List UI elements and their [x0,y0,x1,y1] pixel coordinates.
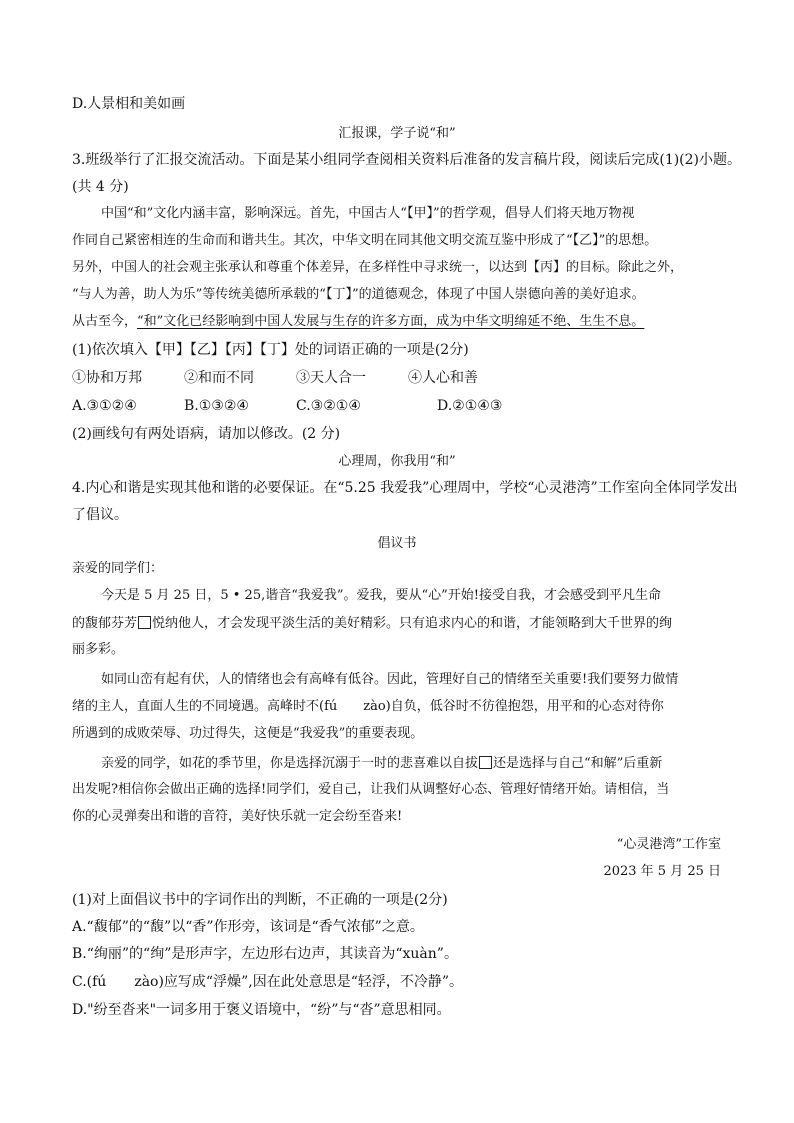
section-title-report: 汇报课，学子说“和” [338,126,456,141]
option-d: D.②①④③ [437,398,503,414]
question-4-1-option-b: B.“绚丽”的“绚”是形声字，左边形右边声，其读音为“xuàn”。 [72,946,458,962]
letter-para1-line1: 今天是 5 月 25 日，5 • 25,谐音“我爱我”。爱我，要从“心”开始!接受自我，才会感受到平凡生命 [101,588,662,603]
letter-para1-line2 [72,616,672,630]
question-4-1-option-d: D."纷至沓来"一词多用于褒义语境中，“纷”与“沓”意思相同。 [72,1002,451,1018]
option-a: A.③①②④ [72,398,137,414]
sub-question-2-stem: (2)画线句有两处语病，请加以修改。(2 分) [72,426,341,442]
passage-line-3: 另外，中国人的社会观主张承认和尊重个体差异，在多样性中寻求统一，以达到【丙】的目标。除此之外， [72,260,684,275]
letter-date: 2023 年 5 月 25 日 [603,864,721,879]
letter-para3-line1-end: 还是选择与自己“和解”后重新 [493,756,663,771]
question-4-1-stem: (1)对上面倡议书中的字词作出的判断，不正确的一项是(2分) [72,892,448,908]
question-3-score: (共 4 分) [72,179,129,195]
letter-title: 倡议书 [377,536,417,551]
question-4-1-option-a: A.“馥郁”的“馥”以“香”作形旁，该词是“香气浓郁”之意。 [72,919,424,935]
punctuation-blank-box [479,756,492,769]
underlined-sentence: “和”文化已经影响到中国人发展与生存的许多方面，成为中华文明绵延不绝、生生不息。 [137,314,645,329]
choice-2: ②和而不同 [184,370,254,386]
question-4-stem-cont: 了倡议。 [72,507,128,523]
letter-para1-line3: 丽多彩。 [72,642,125,657]
passage-line-5 [72,315,644,328]
letter-para1-line2-end: 悦纳他人，才会发现平淡生活的美好精彩。只有追求内心的和谐，才能领略到大千世界的绚 [152,616,673,631]
letter-para3-line2: 出发呢?相信你会做出正确的选择!同学们，爱自己，让我们从调整好心态、管理好情绪开始。请相信，当 [72,782,670,797]
letter-para2-line1: 如同山峦有起有伏，人的情绪也会有高峰有低谷。因此，管理好自己的情绪至关重要!我们要努力做情 [101,672,679,687]
section-title-psychology: 心理周，你我用“和” [338,454,456,469]
letter-para3-line1-start: 亲爱的同学，如花的季节里，你是选择沉溺于一时的悲喜难以自拔 [101,756,479,771]
question-3-stem: 3.班级举行了汇报交流活动。下面是某小组同学查阅相关资料后准备的发言稿片段，阅读后完成(1)(2)小题。 [72,152,742,168]
passage-line-2: 作同自己紧密相连的生命而和谐共生。其次，中华文明在同其他文明交流互鉴中形成了“【乙】”的思想。 [72,233,658,248]
letter-para3-line1 [101,756,662,770]
letter-para2-line2: 绪的主人，直面人生的不同境遇。高峰时不(fú zào)自负，低谷时不彷徨抱怨，用平和的心态对待你 [72,699,664,714]
passage-line-5-start: 从古至今， [72,314,138,329]
letter-para3-line3: 你的心灵弹奏出和谐的音符，美好快乐就一定会纷至沓来! [72,809,403,824]
passage-line-4: “与人为善，助人为乐”等传统美德所承载的“【丁】”的道德观念，体现了中国人崇德向善的美好追求。 [72,287,645,302]
letter-para2-line3: 所遇到的成败荣辱、功过得失，这便是“我爱我”的重要表现。 [72,726,424,741]
letter-para1-line2-start: 的馥郁芬芳 [72,616,138,631]
option-c: C.③②①④ [296,398,361,414]
punctuation-blank-box [138,616,151,629]
option-b: B.①③②④ [184,398,249,414]
option-d-line: D.人景相和美如画 [72,96,186,112]
choice-3: ③天人合一 [296,370,366,386]
sub-question-1-stem: (1)依次填入【甲】【乙】【丙】【丁】处的词语正确的一项是(2分) [72,342,469,358]
question-4-stem: 4.内心和谐是实现其他和谐的必要保证。在“5.25 我爱我”心理周中，学校“心灵港湾”工作室向全体同学发出 [72,480,738,496]
letter-signature: “心灵港湾”工作室 [616,837,721,852]
letter-greeting: 亲爱的同学们： [72,561,164,576]
choice-4: ④人心和善 [408,370,478,386]
choice-1: ①协和万邦 [72,370,142,386]
passage-line-1: 中国“和”文化内涵丰富，影响深远。首先，中国古人“【甲】”的哲学观，倡导人们将天地万物视 [101,206,635,221]
question-4-1-option-c: C.(fú zào)应写成“浮燥”,因在此处意思是“轻浮，不冷静”。 [72,974,464,990]
